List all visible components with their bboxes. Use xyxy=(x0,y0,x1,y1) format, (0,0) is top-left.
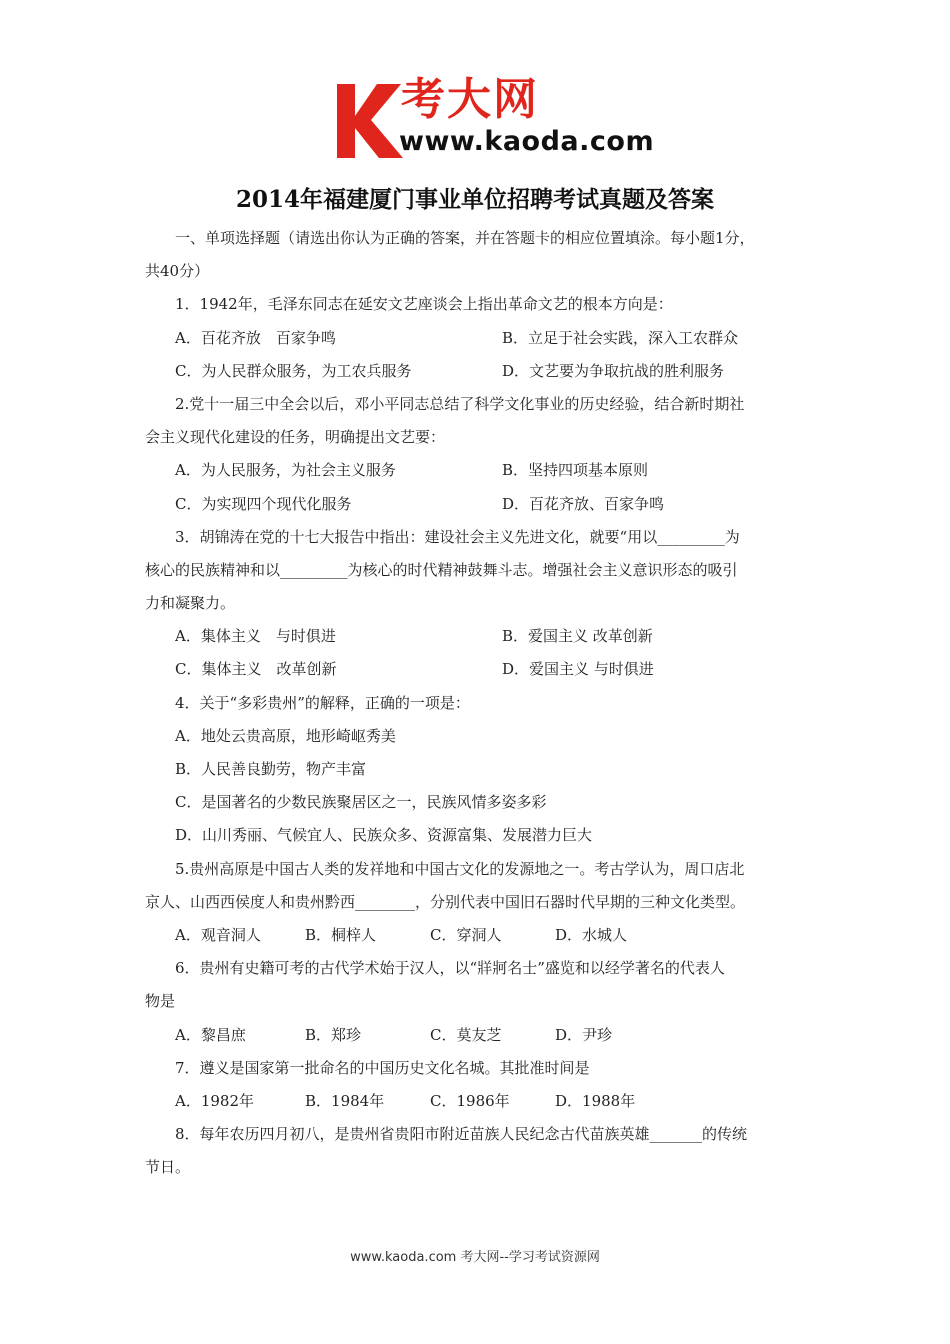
q2-stem: 2.党十一届三中全会以后，邓小平同志总结了科学文化事业的历史经验，结合新时期社 xyxy=(175,394,745,413)
q3-options-ab xyxy=(145,620,807,653)
q4-option-a: A．地处云贵高原，地形崎岖秀美 xyxy=(175,726,396,745)
logo-url: www.kaoda.com xyxy=(399,126,655,157)
q1-stem: 1．1942年，毛泽东同志在延安文艺座谈会上指出革命文艺的根本方向是： xyxy=(175,295,673,314)
q6-options xyxy=(145,1019,807,1052)
q2-stem-cont: 会主义现代化建设的任务，明确提出文艺要： xyxy=(145,428,446,447)
q6-option-d: D．尹珍 xyxy=(555,1025,613,1044)
q3-option-c: C．集体主义 改革创新 xyxy=(175,660,337,679)
q1-option-d: D．文艺要为争取抗战的胜利服务 xyxy=(502,361,725,380)
q2-options-cd xyxy=(145,488,807,521)
q7-stem: 7．遵义是国家第一批命名的中国历史文化名城。其批准时间是 xyxy=(175,1058,590,1077)
q4-option-c: C．是国著名的少数民族聚居区之一，民族风情多姿多彩 xyxy=(175,793,547,812)
q4-option-b: B．人民善良勤劳，物产丰富 xyxy=(175,760,367,778)
q3-option-b: B．爱国主义 改革创新 xyxy=(502,627,653,646)
section-heading-cont: 共40分） xyxy=(145,262,210,281)
q3-stem-cont: 核心的民族精神和以_________为核心的时代精神鼓舞斗志。增强社会主义意识形态的吸引 xyxy=(145,560,738,579)
q6-option-a: A．黎昌庶 xyxy=(175,1025,246,1044)
q8-stem-cont: 节日。 xyxy=(145,1158,191,1177)
k-logo-icon xyxy=(333,80,405,160)
q7-option-d: D．1988年 xyxy=(555,1091,636,1110)
logo-chinese-name: 考大网 xyxy=(401,74,539,125)
q5-stem: 5.贵州高原是中国古人类的发祥地和中国古文化的发源地之一。考古学认为，周口店北 xyxy=(175,859,745,878)
q4-option-d: D．山川秀丽、气候宜人、民族众多、资源富集、发展潜力巨大 xyxy=(175,826,593,845)
q5-option-c: C．穿洞人 xyxy=(430,925,502,944)
q2-option-c: C．为实现四个现代化服务 xyxy=(175,494,352,513)
q4-stem: 4．关于“多彩贵州”的解释，正确的一项是： xyxy=(175,693,470,712)
q2-options-ab xyxy=(145,454,807,487)
q1-options-ab xyxy=(145,322,807,355)
q7-options xyxy=(145,1085,807,1118)
q2-option-d: D．百花齐放、百家争鸣 xyxy=(502,494,665,513)
q7-option-b: B．1984年 xyxy=(305,1091,385,1110)
q1-option-c: C．为人民群众服务，为工农兵服务 xyxy=(175,361,412,380)
kaoda-logo xyxy=(333,72,653,162)
q5-option-b: B．桐梓人 xyxy=(305,925,377,944)
q6-option-c: C．莫友芝 xyxy=(430,1025,502,1044)
q5-option-d: D．水城人 xyxy=(555,925,628,944)
q5-options xyxy=(145,919,807,952)
page-title: 2014年福建厦门事业单位招聘考试真题及答案 xyxy=(235,186,714,213)
q5-option-a: A．观音洞人 xyxy=(175,925,261,944)
q5-stem-cont: 京人、山西西侯度人和贵州黔西________，分别代表中国旧石器时代早期的三种文化类型。 xyxy=(145,892,746,911)
q6-option-b: B．郑珍 xyxy=(305,1025,362,1044)
q8-stem: 8．每年农历四月初八，是贵州省贵阳市附近苗族人民纪念古代苗族英雄_______的传统 xyxy=(175,1125,748,1144)
document-body xyxy=(145,222,807,1184)
q3-options-cd xyxy=(145,653,807,686)
section-heading: 一、单项选择题（请选出你认为正确的答案，并在答题卡的相应位置填涂。每小题1分， xyxy=(175,229,755,247)
q3-stem: 3．胡锦涛在党的十七大报告中指出：建设社会主义先进文化，就要“用以_________为 xyxy=(175,527,740,546)
q1-option-b: B．立足于社会实践，深入工农群众 xyxy=(502,328,739,347)
q7-option-c: C．1986年 xyxy=(430,1091,510,1110)
q3-option-a: A．集体主义 与时俱进 xyxy=(175,627,336,646)
q6-stem-cont: 物是 xyxy=(145,992,176,1011)
q1-options-cd xyxy=(145,355,807,388)
q3-option-d: D．爱国主义 与时俱进 xyxy=(502,660,654,679)
page-footer: www.kaoda.com 考大网--学习考试资源网 xyxy=(350,1250,600,1265)
q3-stem-cont2: 力和凝聚力。 xyxy=(145,594,236,613)
q7-option-a: A．1982年 xyxy=(175,1091,255,1110)
q6-stem: 6．贵州有史籍可考的古代学术始于汉人，以“牂牁名士”盛览和以经学著名的代表人 xyxy=(175,959,725,978)
q2-option-a: A．为人民服务，为社会主义服务 xyxy=(175,461,396,480)
q1-option-a: A．百花齐放 百家争鸣 xyxy=(175,328,336,347)
q2-option-b: B．坚持四项基本原则 xyxy=(502,461,649,480)
